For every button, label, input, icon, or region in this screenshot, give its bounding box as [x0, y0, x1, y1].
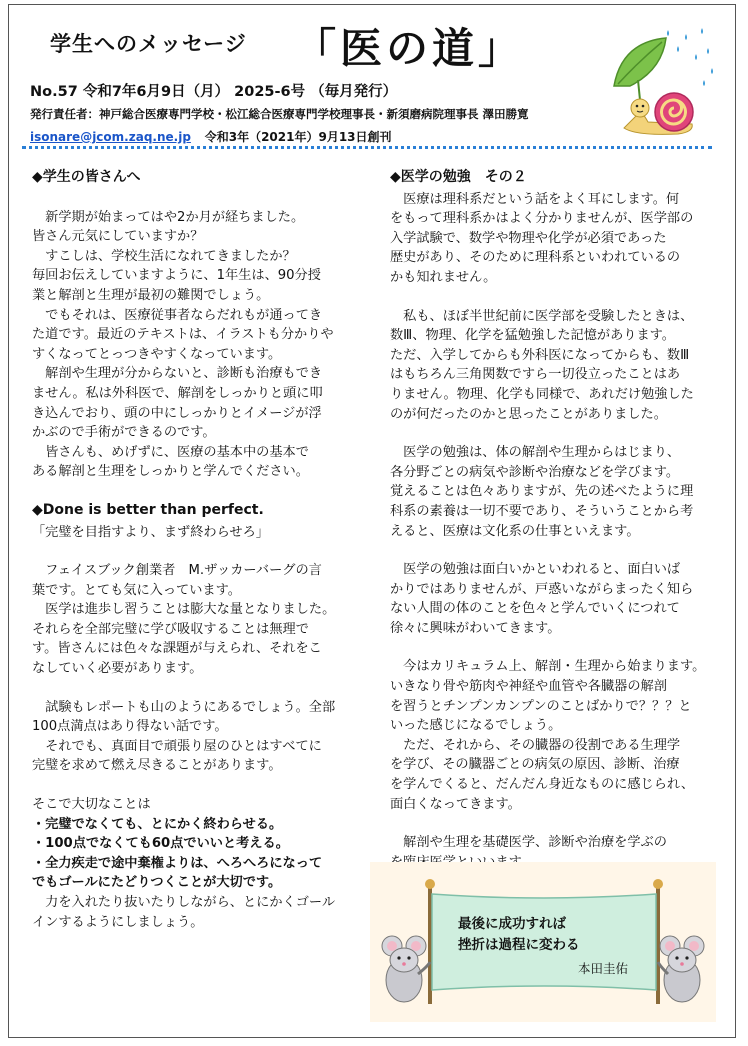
text-line: た道です。最近のテキストは、イラストも分かりや [32, 327, 334, 343]
text-line: インするようにしましょう。 [32, 914, 204, 930]
text-line: ただ、それから、その臓器の役割である生理学 [390, 737, 681, 753]
text-line: ない人間の体のことを色々と学んでいくにつれて [390, 601, 680, 617]
text-line: 医学の勉強は面白いかといわれると、面白いば [390, 562, 681, 578]
text-line: 覚えることは色々ありますが、先の述べたように理 [390, 484, 694, 500]
text-line: 科系の素養は一切不要であり、そういうことから考 [390, 503, 694, 519]
text-line: す。皆さんには色々な課題が与えられ、それをこ [32, 641, 322, 657]
text-line: き込んでおり、頭の中にしっかりとイメージが浮 [32, 405, 322, 421]
text-line: のが何だったのかと思ったことがありました。 [390, 406, 667, 422]
email-link[interactable]: isonare@jcom.zaq.ne.jp [30, 130, 191, 144]
text-line: 医療は理科系だという話をよく耳にします。何 [390, 191, 680, 207]
text-line: 入学試験で、数学や物理や化学が必須であった [390, 230, 667, 246]
text-line: 徐々に興味がわいてきます。 [390, 620, 561, 636]
text-line: 医学の勉強は、体の解剖や生理からはじまり、 [390, 445, 681, 461]
bullet-line: ・完璧でなくても、とにかく終わらせる。 [32, 816, 283, 832]
founded-date: 令和3年（2021年）9月13日創刊 [204, 130, 392, 144]
newsletter-title: 「医の道」 [294, 24, 525, 73]
quote-line: 最後に成功すれば [458, 916, 566, 932]
text-line: を学び、その臓器ごとの病気の原因、診断、治療 [390, 757, 680, 773]
text-line: いった感じになるでしょう。 [390, 718, 562, 734]
text-line: を学んでくると、だんだん身近なものに感じられ、 [390, 777, 695, 793]
text-line: かも知れません。 [390, 269, 497, 285]
right-para-2 [390, 307, 714, 425]
text-line: りません。物理、化学も同様で、あれだけ勉強した [390, 386, 694, 402]
left-para-4 [32, 795, 352, 932]
text-line: すくなってとっつきやすくなっています。 [32, 346, 282, 362]
quote-line: 挫折は過程に変わる [458, 937, 580, 953]
text-line: 毎回お伝えしていますように、1年生は、90分授 [32, 268, 321, 284]
text-line: 今はカリキュラム上、解剖・生理から始まります。 [390, 659, 706, 675]
text-line: はもちろん三角関数ですら一切役立ったことはあ [390, 367, 681, 383]
text-line: 面白くなってきます。 [390, 796, 521, 812]
left-column [32, 168, 352, 932]
right-para-4 [390, 560, 714, 638]
text-line: 解剖や生理が分からないと、診断も治療もでき [32, 366, 323, 382]
left-para-1 [32, 208, 352, 482]
text-line: えると、医療は文化系の仕事といえます。 [390, 523, 640, 539]
text-line: かりではありませんが、戸惑いながらまったく知ら [390, 581, 694, 597]
snail-leaf-rain-icon [608, 24, 718, 144]
text-line: すこしは、学校生活になれてきましたか？ [32, 248, 296, 264]
heading-students: ◆学生の皆さんへ [32, 169, 141, 185]
contact-line [30, 128, 392, 145]
text-line: なしていく必要があります。 [32, 661, 203, 677]
text-line: いきなり骨や筋肉や神経や血管や各臓器の解剖 [390, 679, 667, 695]
left-para-2 [32, 561, 352, 679]
quote-author: 本田圭佑 [577, 961, 628, 976]
heading-done-is-better: ◆Done is better than perfect. [32, 501, 264, 518]
text-line: を習うとチンプンカンプンのことばかりで？？？と [390, 698, 692, 714]
heading-subquote: 「完璧を目指すより、まず終わらせろ」 [32, 524, 269, 540]
text-line: 私も、ほぼ半世紀前に医学部を受験したときは、 [390, 308, 694, 324]
right-para-3 [390, 443, 714, 541]
mouse-icon [382, 936, 430, 1002]
heading-medical-study: ◆医学の勉強 その２ [390, 169, 527, 185]
text-line: 新学期が始まってはや2か月が経ちました。 [32, 209, 305, 225]
text-line: をもって理科系かはよく分かりませんが、医学部の [390, 211, 694, 227]
text-line: ある解剖と生理をしっかりと学んでください。 [32, 464, 309, 480]
text-line: 数Ⅲ、物理、化学を猛勉強した記憶があります。 [390, 328, 675, 344]
right-para-5 [390, 657, 714, 814]
text-line: 歴史があり、そのために理科系といわれているの [390, 250, 681, 266]
quote-text [458, 914, 628, 994]
right-para-1 [390, 190, 714, 288]
text-line: 力を入れたり抜いたりしながら、とにかくゴール [32, 895, 336, 910]
bullet-line: ・全力疾走で途中棄権よりは、へろへろになって [32, 855, 323, 871]
text-line: 皆さんも、めげずに、医療の基本中の基本で [32, 444, 309, 460]
text-line: ません。私は外科医で、解剖をしっかりと頭に叩 [32, 385, 323, 401]
text-line: そこで大切なことは [32, 797, 151, 813]
right-column [390, 168, 714, 892]
left-para-3 [32, 698, 352, 776]
text-line: 各分野ごとの病気や診断や治療などを学びます。 [390, 464, 680, 480]
text-line: でもそれは、医療従事者ならだれもが通ってき [32, 307, 323, 323]
text-line: フェイスブック創業者 M.ザッカーバーグの言 [32, 563, 322, 579]
mouse-icon [658, 936, 704, 1002]
text-line: 解剖や生理を基礎医学、診断や治療を学ぶの [390, 835, 667, 851]
issue-line: No.57 令和7年6月9日（月） 2025-6号 （毎月発行） [30, 84, 398, 100]
text-line: 完璧を求めて燃え尽きることがあります。 [32, 758, 282, 774]
newsletter-subtitle: 学生へのメッセージ [50, 32, 247, 56]
header-divider [22, 146, 712, 153]
text-line: 100点満点はあり得ない話です。 [32, 719, 228, 735]
text-line: かぶので手術ができるのです。 [32, 425, 216, 441]
text-line: 皆さん元気にしていますか？ [32, 229, 204, 245]
text-line: 医学は進歩し習うことは膨大な量となりました。 [32, 602, 336, 618]
text-line: 業と解剖と生理が最初の難関でしょう。 [32, 287, 270, 303]
text-line: ただ、入学してからも外科医になってからも、数Ⅲ [390, 347, 690, 363]
text-line: 試験もレポートも山のようにあるでしょう。全部 [32, 699, 336, 715]
quote-banner [370, 862, 716, 1022]
text-line: それらを全部完璧に学び吸収することは無理で [32, 621, 309, 637]
bullet-line: ・100点でなくても60点でいいと考える。 [32, 836, 289, 852]
bullet-line: でもゴールにたどりつくことが大切です。 [32, 875, 282, 891]
text-line: それでも、真面目で頑張り屋のひとはすべてに [32, 738, 322, 754]
publisher-line: 発行責任者：神戸総合医療専門学校・松江総合医療専門学校理事長・新須磨病院理事長 澤田勝寛 [30, 107, 529, 121]
text-line: 葉です。とても気に入っています。 [32, 582, 241, 598]
